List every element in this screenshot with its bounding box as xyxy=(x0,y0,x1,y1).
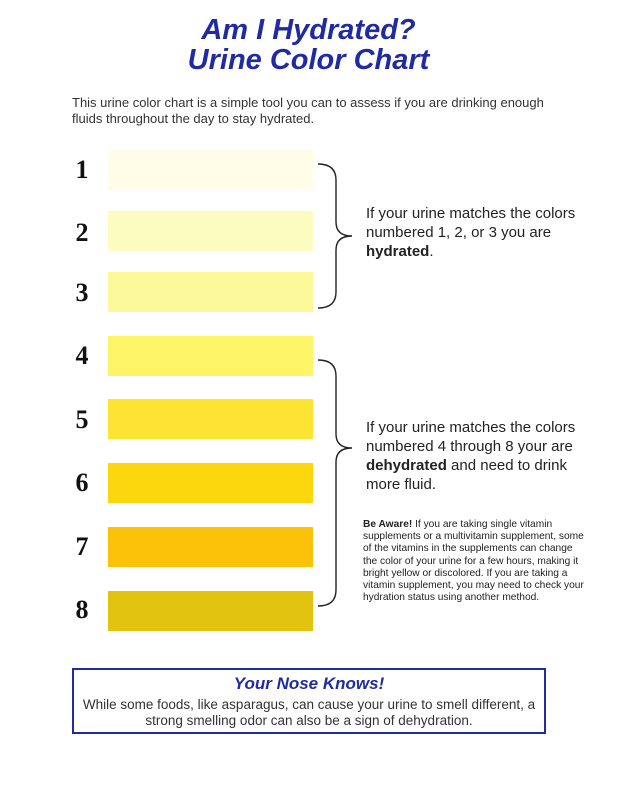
nose-knows-text: While some foods, like asparagus, can cause your urine to smell different, a strong smelling odor can also be a sign of dehydration. xyxy=(82,697,536,728)
page-title-line2: Urine Color Chart xyxy=(187,44,430,76)
be-aware-note: Be Aware! If you are taking single vitamin supplements or a multivitamin supplement, some of the vitamins in the supplements can change the color of your urine for a few hours, making it bright yellow or discolored. If you are taking a vitamin supplement, you may need to check your hydration status using another method. xyxy=(363,519,584,604)
hydrated-brace xyxy=(318,164,352,308)
swatch-number-5: 5 xyxy=(75,405,89,434)
swatch-number-7: 7 xyxy=(75,532,89,561)
swatch-number-4: 4 xyxy=(75,341,89,370)
intro-text: This urine color chart is a simple tool you can to assess if you are drinking enough fluids throughout the day to stay hydrated. xyxy=(72,95,544,126)
swatch-number-1: 1 xyxy=(75,155,89,184)
hydrated-note: If your urine matches the colors numbered 1, 2, or 3 you are hydrated. xyxy=(366,205,576,260)
hydrated-keyword: hydrated xyxy=(366,243,430,260)
swatch-number-8: 8 xyxy=(75,595,89,624)
page-title-line1: Am I Hydrated? xyxy=(201,14,416,46)
nose-knows-box xyxy=(72,668,546,734)
swatch-number-6: 6 xyxy=(75,468,89,497)
be-aware-label: Be Aware! xyxy=(363,519,413,530)
dehydrated-keyword: dehydrated xyxy=(366,457,447,474)
swatch-number-2: 2 xyxy=(75,218,89,247)
swatch-number-3: 3 xyxy=(75,278,89,307)
nose-knows-title: Your Nose Knows! xyxy=(233,674,385,693)
dehydrated-brace xyxy=(318,360,352,606)
dehydrated-note: If your urine matches the colors numbered 4 through 8 your are dehydrated and need to drink more fluid. xyxy=(366,419,576,493)
